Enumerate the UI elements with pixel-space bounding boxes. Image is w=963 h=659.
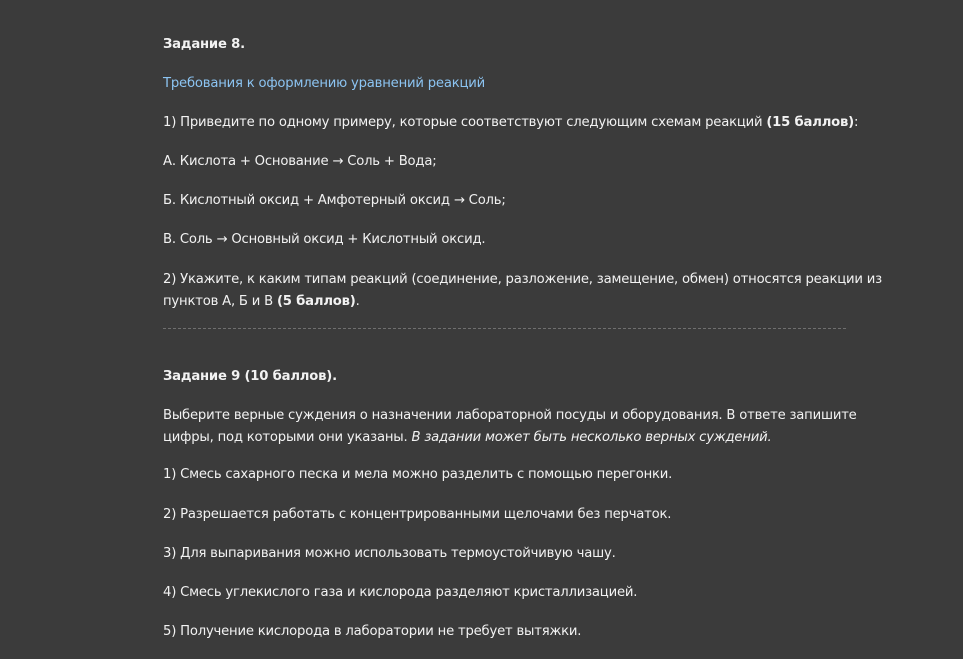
scheme-b: Б. Кислотный оксид + Амфотерный оксид → Соль; bbox=[163, 193, 506, 208]
question-2-tail: . bbox=[355, 294, 360, 309]
statement-1: 1) Смесь сахарного песка и мела можно разделить с помощью перегонки. bbox=[163, 467, 673, 482]
task-9-intro bbox=[163, 405, 857, 449]
question-2-line-2 bbox=[163, 291, 882, 313]
intro-text: цифры, под которыми они указаны. bbox=[163, 430, 412, 445]
question-2-text: пунктов А, Б и В bbox=[163, 294, 277, 309]
intro-line-1: Выберите верные суждения о назначении лабораторной посуды и оборудования. В ответе запишите bbox=[163, 408, 857, 423]
intro-line-2 bbox=[163, 427, 857, 449]
task-8-heading: Задание 8. bbox=[163, 37, 245, 52]
question-1-text: 1) Приведите по одному примеру, которые соответствуют следующим схемам реакций bbox=[163, 115, 767, 130]
task-8-question-1 bbox=[163, 112, 858, 134]
question-2-line-1: 2) Укажите, к каким типам реакций (соединение, разложение, замещение, обмен) относятся реакции из bbox=[163, 272, 882, 287]
task-9-heading: Задание 9 (10 баллов). bbox=[163, 369, 337, 384]
statement-4: 4) Смесь углекислого газа и кислорода разделяют кристаллизацией. bbox=[163, 585, 638, 600]
question-2-points: (5 баллов) bbox=[276, 294, 356, 309]
scheme-a: А. Кислота + Основание → Соль + Вода; bbox=[163, 154, 437, 169]
scheme-c: В. Соль → Основный оксид + Кислотный оксид. bbox=[163, 232, 486, 247]
statement-2: 2) Разрешается работать с концентрированными щелочами без перчаток. bbox=[163, 507, 672, 522]
statement-3: 3) Для выпаривания можно использовать термоустойчивую чашу. bbox=[163, 546, 616, 561]
statement-5: 5) Получение кислорода в лаборатории не требует вытяжки. bbox=[163, 624, 582, 639]
requirements-link[interactable]: Требования к оформлению уравнений реакций bbox=[163, 76, 485, 91]
task-8-question-2 bbox=[163, 269, 882, 313]
intro-italic-note: В задании может быть несколько верных суждений. bbox=[411, 430, 772, 445]
question-1-points: (15 баллов) bbox=[766, 115, 854, 130]
question-1-tail: : bbox=[854, 115, 859, 130]
section-divider bbox=[163, 328, 846, 329]
